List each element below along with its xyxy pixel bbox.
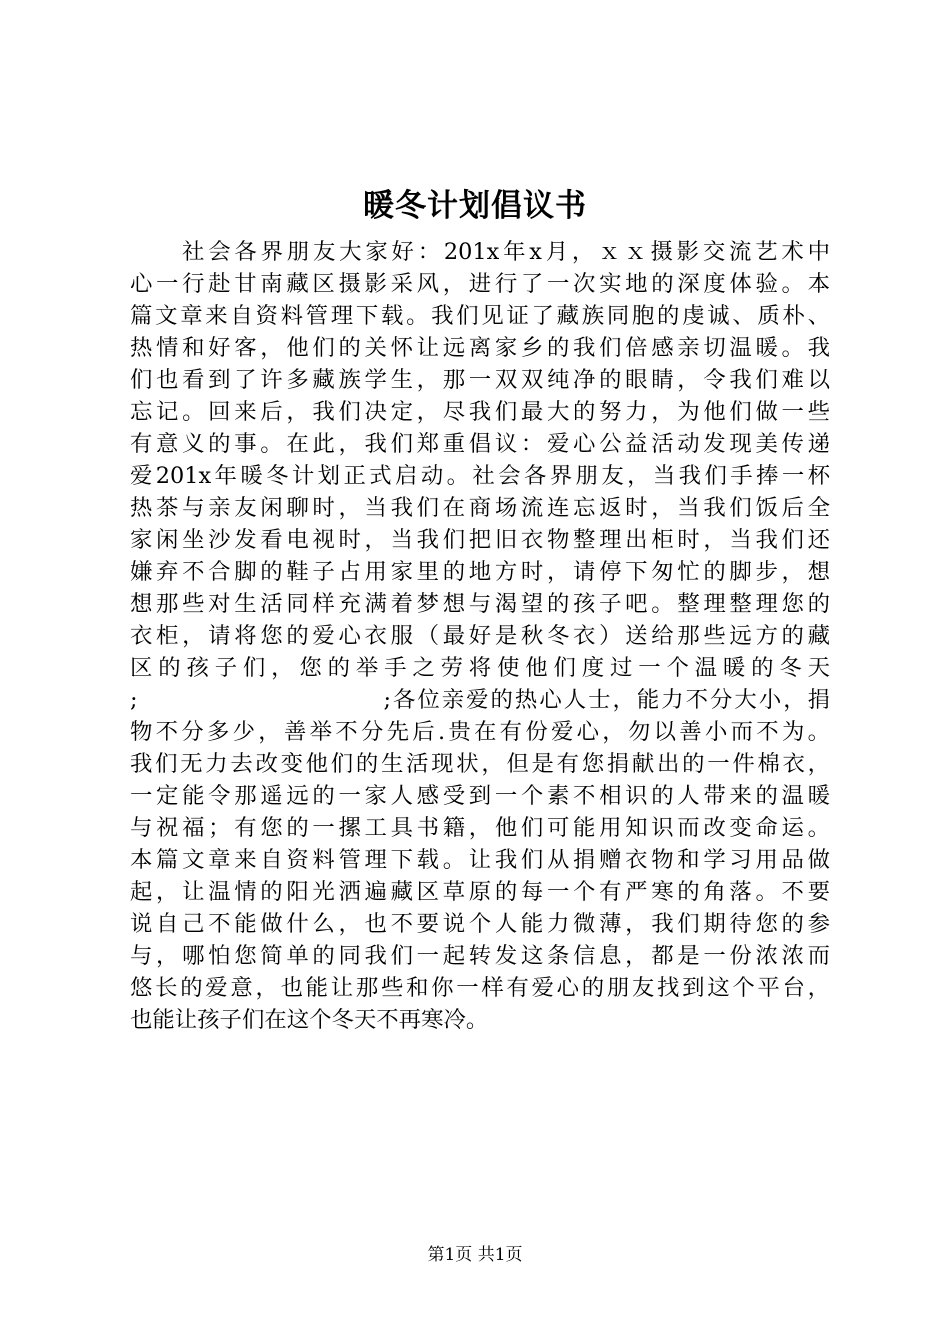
body-line: 心一行赴甘南藏区摄影采风，进行了一次实地的深度体验。本 [130,271,830,297]
body-line: 与祝福；有您的一摞工具书籍，他们可能用知识而改变命运。 [130,815,830,841]
body-line: 热情和好客，他们的关怀让远离家乡的我们倍感亲切温暖。我 [130,335,830,361]
body-line: 社会各界朋友大家好：201x年x月，ｘｘ摄影交流艺术中 [182,239,830,265]
body-line: 物不分多少，善举不分先后.贵在有份爱心，勿以善小而不为。 [130,719,830,745]
body-line: 一定能令那遥远的一家人感受到一个素不相识的人带来的温暖 [130,783,830,809]
body-line: 悠长的爱意，也能让那些和你一样有爱心的朋友找到这个平台， [130,975,830,1001]
body-line: 忘记。回来后，我们决定，尽我们最大的努力，为他们做一些 [130,399,830,425]
body-line: 篇文章来自资料管理下载。我们见证了藏族同胞的虔诚、质朴、 [130,303,830,329]
page-footer: 第1页 共1页 [427,1245,523,1265]
body-line: 也能让孩子们在这个冬天不再寒冷。 [130,1007,489,1033]
body-line: 嫌弃不合脚的鞋子占用家里的地方时，请停下匆忙的脚步，想 [130,559,830,585]
body-line: 起，让温情的阳光洒遍藏区草原的每一个有严寒的角落。不要 [130,879,830,905]
body-line: 有意义的事。在此，我们郑重倡议：爱心公益活动发现美传递 [130,431,830,457]
body-line: ; ;各位亲爱的热心人士，能力不分大小，捐 [130,687,830,713]
body-line: 区的孩子们，您的举手之劳将使他们度过一个温暖的冬天 [130,655,830,681]
body-line: 衣柜，请将您的爱心衣服（最好是秋冬衣）送给那些远方的藏 [130,623,830,649]
body-line: 说自己不能做什么，也不要说个人能力微薄，我们期待您的参 [130,911,830,937]
body-line: 本篇文章来自资料管理下载。让我们从捐赠衣物和学习用品做 [130,847,830,873]
body-line: 爱201x年暖冬计划正式启动。社会各界朋友，当我们手捧一杯 [130,463,830,489]
body-line: 热茶与亲友闲聊时，当我们在商场流连忘返时，当我们饭后全 [130,495,830,521]
body-line: 们也看到了许多藏族学生，那一双双纯净的眼睛，令我们难以 [130,367,830,393]
body-line: 我们无力去改变他们的生活现状，但是有您捐献出的一件棉衣， [130,751,830,777]
body-line: 家闲坐沙发看电视时，当我们把旧衣物整理出柜时，当我们还 [130,527,830,553]
body-line: 与，哪怕您简单的同我们一起转发这条信息，都是一份浓浓而 [130,943,830,969]
document-body [130,236,830,1036]
body-line: 想那些对生活同样充满着梦想与渴望的孩子吧。整理整理您的 [130,591,830,617]
document-title: 暖冬计划倡议书 [363,188,587,224]
